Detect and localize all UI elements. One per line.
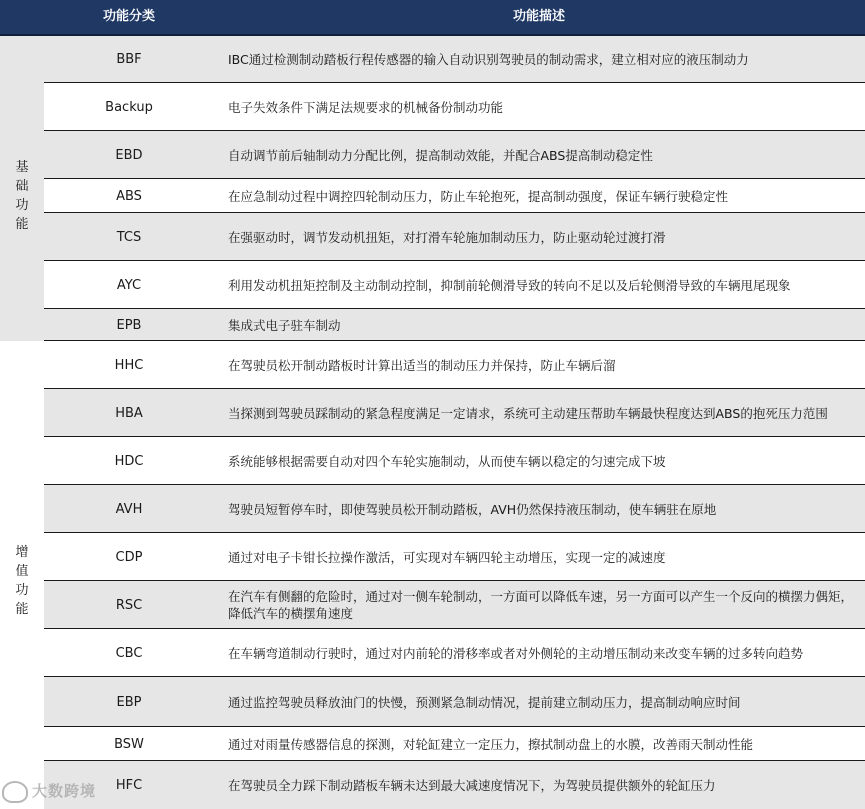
function-description-text: 在应急制动过程中调控四轮制动压力，防止车轮抱死，提高制动强度，保证车辆行驶稳定性 xyxy=(228,188,729,204)
function-description xyxy=(228,389,858,437)
function-description xyxy=(228,261,858,309)
function-description xyxy=(228,309,858,341)
watermark-logo-icon xyxy=(2,781,28,803)
function-description-text: 在驾驶员松开制动踏板时计算出适当的制动压力并保持，防止车辆后溜 xyxy=(228,357,616,373)
function-name: TCS xyxy=(116,229,142,245)
function-name: AYC xyxy=(116,277,142,293)
function-description-text: 在汽车有侧翻的危险时，通过对一侧车轮制动，一方面可以降低车速，另一方面可以产生一个反向的横摆力偶矩，降低汽车的横摆角速度 xyxy=(228,589,854,621)
function-description xyxy=(228,341,858,389)
function-description xyxy=(228,629,858,677)
table-row xyxy=(44,761,865,809)
function-description-text: 在强驱动时，调节发动机扭矩，对打滑车轮施加制动压力，防止驱动轮过渡打滑 xyxy=(228,229,666,245)
function-name: HBA xyxy=(115,405,143,421)
function-name: BBF xyxy=(116,52,142,67)
function-name: EBP xyxy=(116,694,142,710)
function-description xyxy=(228,727,858,761)
function-description-text: 集成式电子驻车制动 xyxy=(228,317,341,333)
function-description xyxy=(228,485,858,533)
function-description-text: 驾驶员短暂停车时，即使驾驶员松开制动踏板，AVH仍然保持液压制动，使车辆驻在原地 xyxy=(228,501,717,517)
function-name: RSC xyxy=(115,597,143,613)
function-description-text: 系统能够根据需要自动对四个车轮实施制动，从而使车辆以稳定的匀速完成下坡 xyxy=(228,453,666,469)
table-header xyxy=(0,0,865,34)
table-row xyxy=(44,213,865,261)
function-description-text: 电子失效条件下满足法规要求的机械备份制动功能 xyxy=(228,99,504,115)
table-row xyxy=(44,437,865,485)
function-name: EPB xyxy=(116,317,142,333)
function-description xyxy=(228,761,858,809)
group-basic xyxy=(0,36,44,341)
table-row xyxy=(44,83,865,131)
table-row xyxy=(44,485,865,533)
group-label: 基础功能 xyxy=(15,160,29,232)
watermark xyxy=(2,780,96,803)
function-description xyxy=(228,533,858,581)
table-row xyxy=(44,179,865,213)
table-row xyxy=(44,36,865,83)
function-description-text: 通过对电子卡钳长拉操作激活，可实现对车辆四轮主动增压，实现一定的减速度 xyxy=(228,549,666,565)
function-name: CBC xyxy=(115,645,143,661)
function-name: HHC xyxy=(114,357,144,373)
function-name: CDP xyxy=(115,549,143,565)
function-description-text: 当探测到驾驶员踩制动的紧急程度满足一定请求，系统可主动建压帮助车辆最快程度达到ABS的抱死压力范围 xyxy=(228,405,828,421)
function-description xyxy=(228,213,858,261)
header-category: 功能分类 xyxy=(102,9,155,24)
function-description xyxy=(228,437,858,485)
table-row xyxy=(44,629,865,677)
table-row xyxy=(44,341,865,389)
table-row xyxy=(44,309,865,341)
table-row xyxy=(44,581,865,629)
function-description-text: 通过对雨量传感器信息的探测，对轮缸建立一定压力，擦拭制动盘上的水膜，改善雨天制动性能 xyxy=(228,736,754,752)
table-row xyxy=(44,389,865,437)
group-label: 增值功能 xyxy=(15,545,29,617)
group-value-added xyxy=(0,341,44,809)
function-name: AVH xyxy=(115,501,143,517)
function-name: HDC xyxy=(114,453,144,469)
function-description xyxy=(228,36,858,83)
function-name: ABS xyxy=(116,188,142,204)
function-description xyxy=(228,179,858,213)
function-name: Backup xyxy=(105,99,153,115)
table-row xyxy=(44,533,865,581)
function-description-text: 利用发动机扭矩控制及主动制动控制，抑制前轮侧滑导致的转向不足以及后轮侧滑导致的车辆甩尾现象 xyxy=(228,277,791,293)
function-description-text: 自动调节前后轴制动力分配比例，提高制动效能，并配合ABS提高制动稳定性 xyxy=(228,147,653,163)
table-row xyxy=(44,677,865,727)
function-description-text: 通过监控驾驶员释放油门的快慢，预测紧急制动情况，提前建立制动压力，提高制动响应时间 xyxy=(228,694,741,710)
function-description xyxy=(228,677,858,727)
function-name: EBD xyxy=(115,147,143,163)
function-description xyxy=(228,581,858,629)
table-row xyxy=(44,261,865,309)
function-description-text: 在驾驶员全力踩下制动踏板车辆未达到最大减速度情况下，为驾驶员提供额外的轮缸压力 xyxy=(228,777,716,793)
table-row xyxy=(44,131,865,179)
function-description-text: 在车辆弯道制动行驶时，通过对内前轮的滑移率或者对外侧轮的主动增压制动来改变车辆的过多转向趋势 xyxy=(228,645,804,661)
table-row xyxy=(44,727,865,761)
function-description xyxy=(228,131,858,179)
function-name: BSW xyxy=(114,736,144,752)
function-name: HFC xyxy=(115,777,143,793)
watermark-text: 大数跨境 xyxy=(32,782,97,800)
function-description xyxy=(228,83,858,131)
function-description-text: IBC通过检测制动踏板行程传感器的输入自动识别驾驶员的制动需求，建立相对应的液压制动力 xyxy=(228,52,749,67)
header-description: 功能描述 xyxy=(512,9,565,24)
